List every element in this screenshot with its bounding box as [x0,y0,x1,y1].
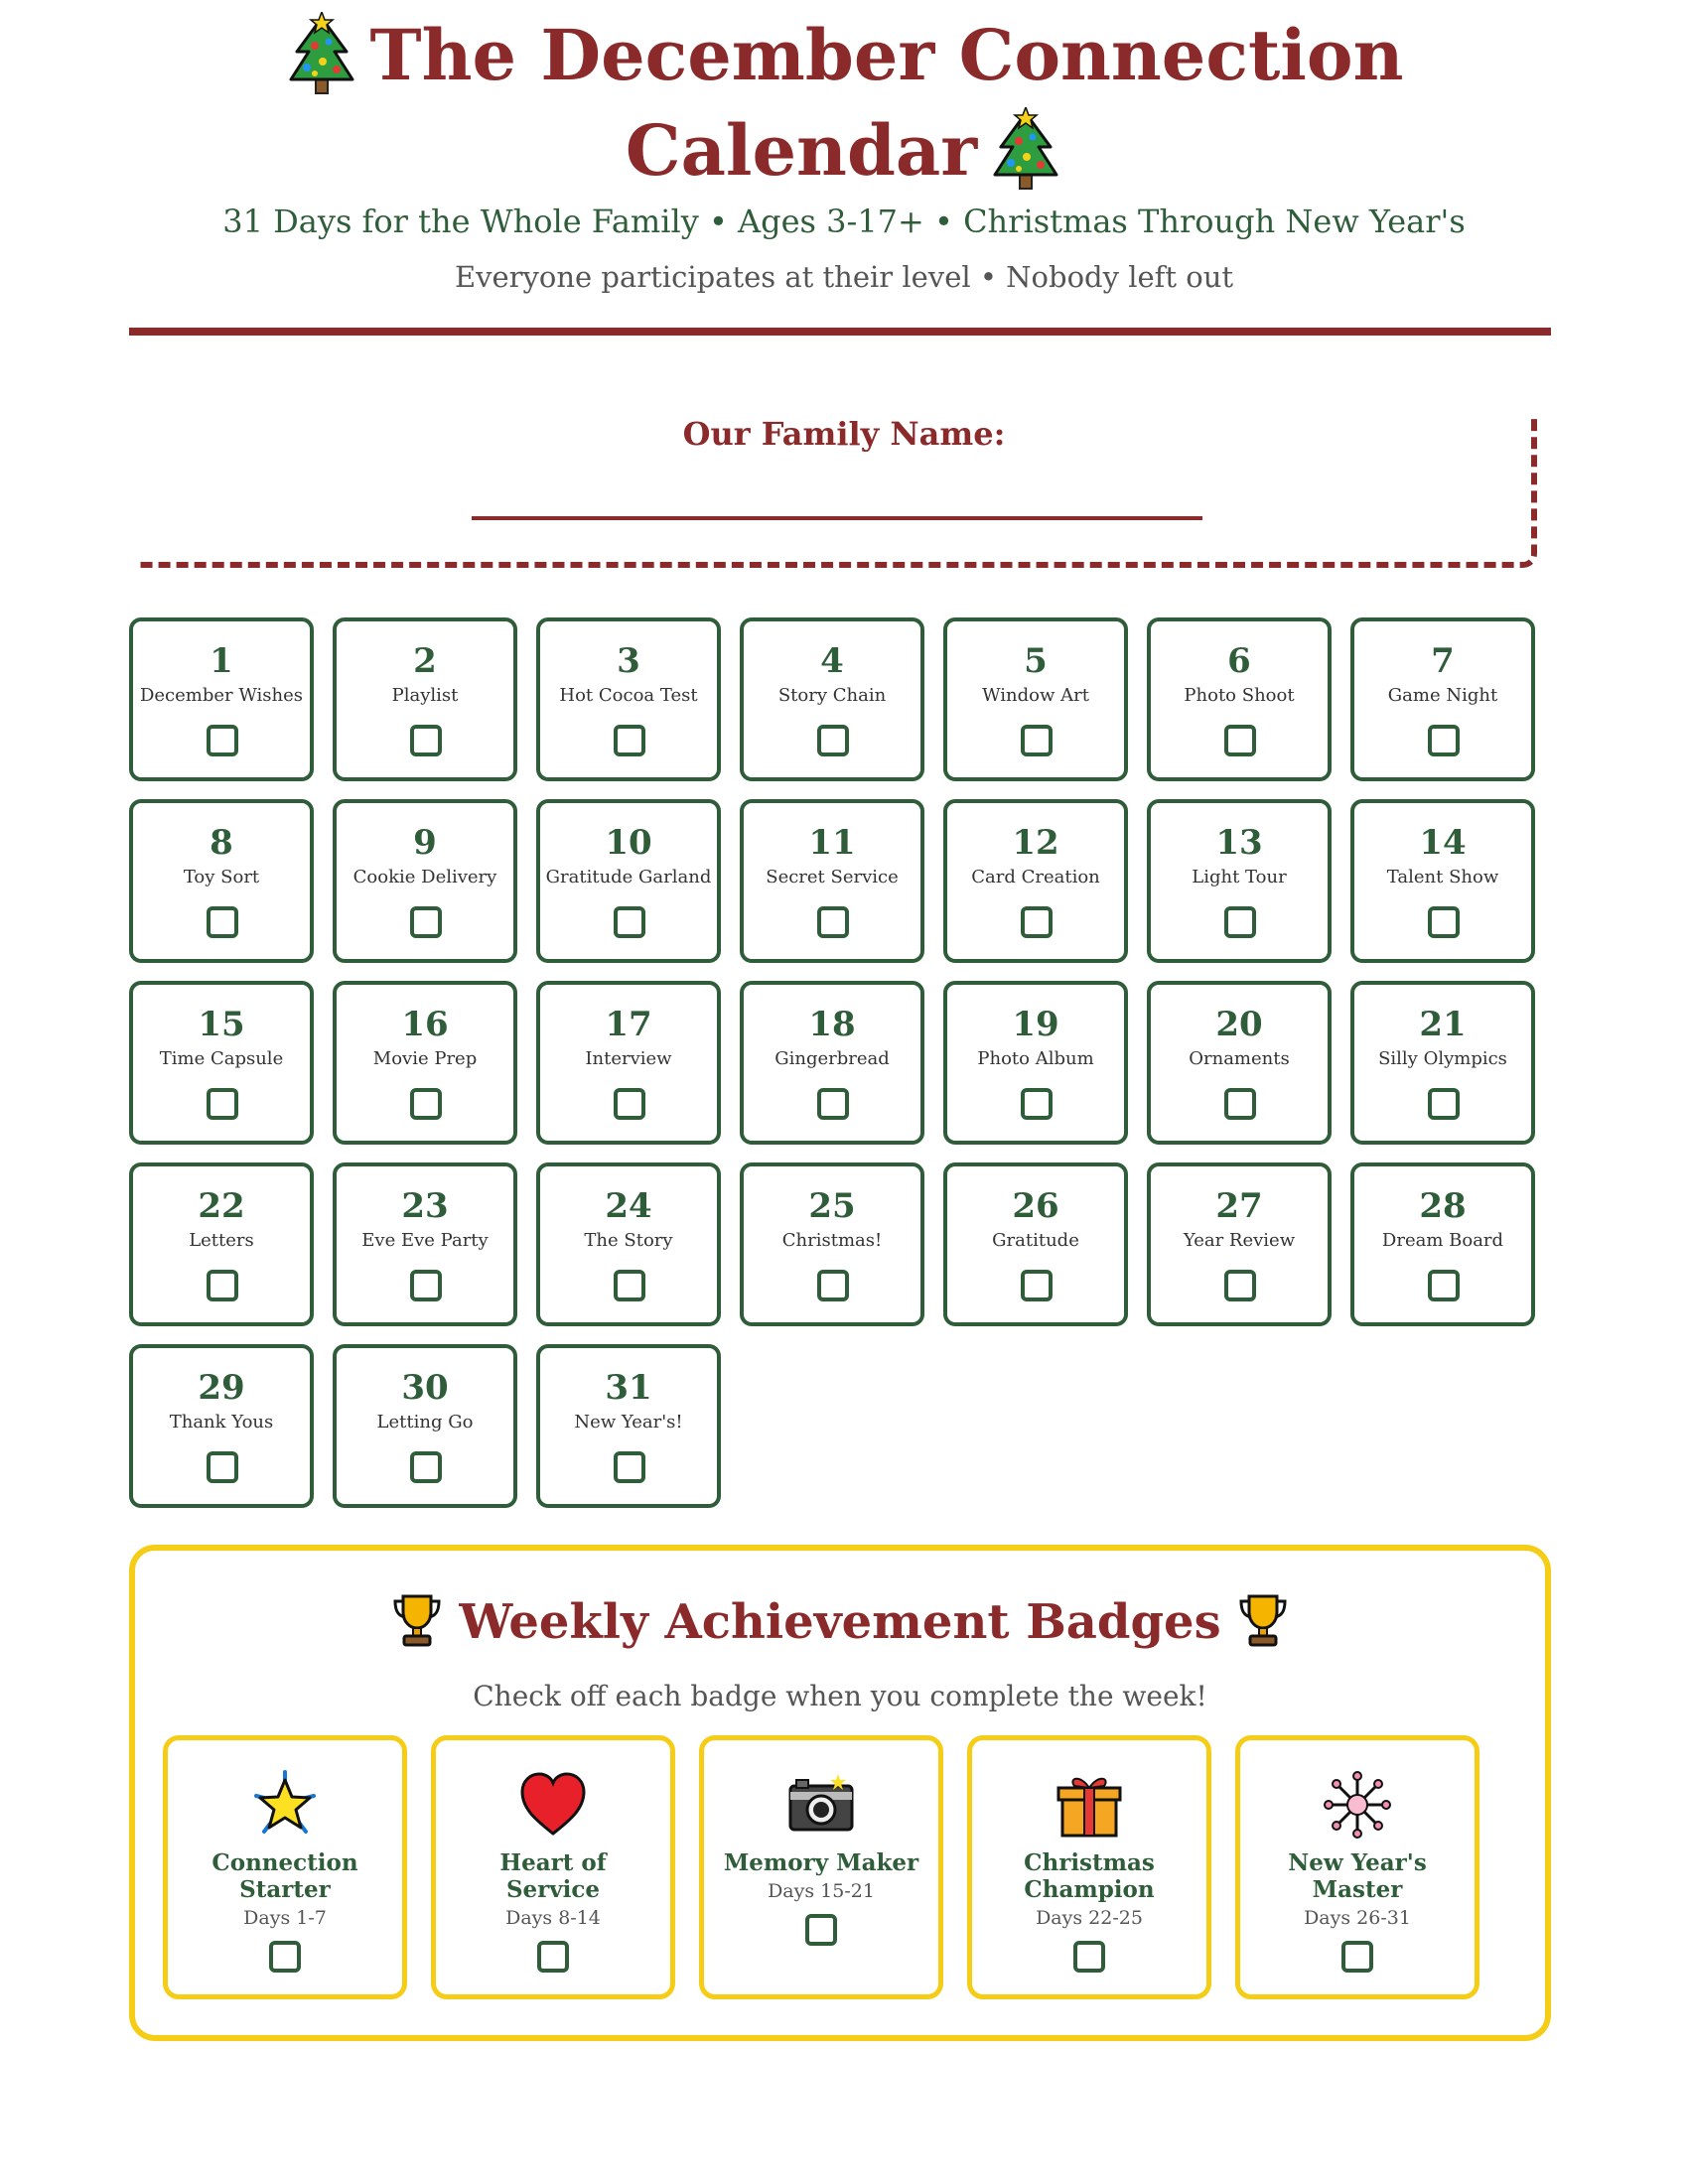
day-checkbox[interactable] [410,906,442,938]
day-cell-19 [943,981,1128,1145]
day-activity-label: Window Art [982,685,1089,706]
day-activity-label: Card Creation [971,867,1100,887]
day-cell-28 [1350,1162,1535,1326]
day-cell-12 [943,799,1128,963]
day-checkbox[interactable] [207,1451,238,1483]
day-checkbox[interactable] [1428,906,1460,938]
day-checkbox[interactable] [1428,1270,1460,1301]
badge-name: Heart of Service [499,1849,607,1903]
title-line-1: The December Connection [369,14,1404,96]
day-cell-27 [1147,1162,1332,1326]
day-number: 25 [808,1186,856,1226]
day-activity-label: Gratitude [992,1230,1079,1251]
day-number: 5 [1024,641,1048,681]
badge-new-years-master [1235,1735,1479,1999]
camera-icon [786,1770,856,1840]
day-cell-14 [1350,799,1535,963]
day-checkbox[interactable] [817,1088,849,1120]
day-number: 22 [198,1186,245,1226]
day-number: 26 [1012,1186,1059,1226]
badge-days: Days 1-7 [243,1907,327,1929]
day-number: 31 [605,1368,652,1408]
snowflake-firework-icon [1323,1770,1392,1840]
day-cell-30 [333,1344,517,1508]
day-checkbox[interactable] [207,1088,238,1120]
day-cell-5 [943,617,1128,781]
day-number: 13 [1215,823,1263,863]
day-checkbox[interactable] [1224,906,1256,938]
day-number: 23 [401,1186,449,1226]
day-cell-1 [129,617,314,781]
calendar-grid [129,617,1549,1508]
day-checkbox[interactable] [410,1088,442,1120]
day-activity-label: New Year's! [574,1412,683,1433]
day-activity-label: Eve Eve Party [361,1230,489,1251]
day-activity-label: Movie Prep [372,1048,478,1069]
badge-name: Memory Maker [723,1849,919,1876]
day-number: 17 [605,1005,652,1044]
day-checkbox[interactable] [410,1451,442,1483]
day-cell-31 [536,1344,721,1508]
day-checkbox[interactable] [614,1088,645,1120]
day-cell-29 [129,1344,314,1508]
day-number: 28 [1419,1186,1467,1226]
trophy-icon [391,1592,443,1648]
day-activity-label: Letting Go [376,1412,474,1433]
heart-icon [518,1770,588,1840]
day-activity-label: Photo Album [977,1048,1094,1069]
day-activity-label: Time Capsule [159,1048,284,1069]
badge-checkbox[interactable] [269,1941,301,1973]
day-activity-label: Hot Cocoa Test [559,685,698,706]
badge-days: Days 15-21 [768,1880,875,1902]
day-activity-label: Interview [585,1048,672,1069]
day-number: 29 [198,1368,245,1408]
day-activity-label: Talent Show [1386,867,1499,887]
badge-connection-starter [163,1735,407,1999]
christmas-tree-icon [285,12,358,95]
day-cell-3 [536,617,721,781]
day-number: 27 [1215,1186,1263,1226]
day-checkbox[interactable] [614,725,645,756]
day-checkbox[interactable] [817,1270,849,1301]
day-number: 16 [401,1005,449,1044]
day-number: 1 [210,641,233,681]
day-checkbox[interactable] [1021,906,1053,938]
day-activity-label: Dream Board [1381,1230,1504,1251]
weekly-badges-panel [129,1545,1551,2041]
day-cell-7 [1350,617,1535,781]
day-activity-label: Ornaments [1189,1048,1290,1069]
day-checkbox[interactable] [1224,725,1256,756]
day-number: 9 [413,823,437,863]
page-title [248,8,1440,199]
day-number: 19 [1012,1005,1059,1044]
day-checkbox[interactable] [614,1451,645,1483]
day-checkbox[interactable] [1428,1088,1460,1120]
day-activity-label: Toy Sort [183,867,260,887]
day-cell-21 [1350,981,1535,1145]
badge-days: Days 26-31 [1304,1907,1411,1929]
day-checkbox[interactable] [207,725,238,756]
day-number: 7 [1431,641,1455,681]
day-activity-label: December Wishes [139,685,304,706]
day-activity-label: Thank Yous [169,1412,274,1433]
gift-icon [1055,1770,1124,1840]
badge-name: New Year's Master [1288,1849,1427,1903]
tagline: Everyone participates at their level • Nobody left out [454,260,1234,294]
day-activity-label: Letters [189,1230,254,1251]
day-activity-label: The Story [584,1230,673,1251]
badge-checkbox[interactable] [1341,1941,1373,1973]
day-activity-label: Gratitude Garland [545,867,712,887]
day-checkbox[interactable] [207,1270,238,1301]
trophy-icon [1237,1592,1289,1648]
day-cell-20 [1147,981,1332,1145]
day-checkbox[interactable] [1224,1270,1256,1301]
day-cell-24 [536,1162,721,1326]
christmas-tree-icon [989,107,1062,191]
day-activity-label: Christmas! [781,1230,883,1251]
day-checkbox[interactable] [817,906,849,938]
day-cell-11 [740,799,924,963]
title-line-2: Calendar [625,109,978,192]
day-checkbox[interactable] [1021,1270,1053,1301]
day-number: 2 [413,641,437,681]
day-number: 14 [1419,823,1467,863]
day-cell-13 [1147,799,1332,963]
day-cell-18 [740,981,924,1145]
family-name-label: Our Family Name: [682,415,1006,453]
badge-days: Days 8-14 [505,1907,601,1929]
day-activity-label: Light Tour [1192,867,1287,887]
day-cell-6 [1147,617,1332,781]
badges-subtitle: Check off each badge when you complete the week! [473,1680,1207,1712]
family-name-field[interactable] [472,516,1202,520]
day-cell-17 [536,981,721,1145]
day-cell-9 [333,799,517,963]
day-checkbox[interactable] [614,906,645,938]
badge-days: Days 22-25 [1036,1907,1143,1929]
subtitle: 31 Days for the Whole Family • Ages 3-17+ • Christmas Through New Year's [222,203,1466,240]
day-activity-label: Secret Service [766,867,899,887]
day-cell-8 [129,799,314,963]
day-number: 18 [808,1005,856,1044]
day-activity-label: Cookie Delivery [352,867,497,887]
day-number: 8 [210,823,233,863]
badge-christmas-champion [967,1735,1211,1999]
day-activity-label: Year Review [1183,1230,1296,1251]
day-cell-25 [740,1162,924,1326]
day-cell-26 [943,1162,1128,1326]
day-checkbox[interactable] [1021,1088,1053,1120]
badge-memory-maker [699,1735,943,1999]
badge-name: Christmas Champion [1024,1849,1155,1903]
day-activity-label: Gingerbread [774,1048,890,1069]
day-cell-22 [129,1162,314,1326]
badge-name: Connection Starter [211,1849,358,1903]
day-activity-label: Game Night [1387,685,1498,706]
day-number: 10 [605,823,652,863]
day-number: 4 [820,641,844,681]
day-cell-15 [129,981,314,1145]
day-number: 3 [617,641,640,681]
day-number: 30 [401,1368,449,1408]
day-checkbox[interactable] [410,725,442,756]
day-checkbox[interactable] [817,725,849,756]
badge-heart-of-service [431,1735,675,1999]
day-checkbox[interactable] [1021,725,1053,756]
day-activity-label: Playlist [391,685,459,706]
day-checkbox[interactable] [614,1270,645,1301]
day-cell-23 [333,1162,517,1326]
day-number: 24 [605,1186,652,1226]
badges-title [135,1592,1545,1654]
day-number: 15 [198,1005,245,1044]
day-checkbox[interactable] [207,906,238,938]
day-cell-4 [740,617,924,781]
header-divider [129,328,1551,336]
day-checkbox[interactable] [410,1270,442,1301]
badge-checkbox[interactable] [537,1941,569,1973]
day-number: 21 [1419,1005,1467,1044]
day-number: 20 [1215,1005,1263,1044]
day-activity-label: Story Chain [777,685,887,706]
badge-checkbox[interactable] [1073,1941,1105,1973]
badges-title-text: Weekly Achievement Badges [459,1594,1221,1650]
day-activity-label: Silly Olympics [1378,1048,1507,1069]
day-checkbox[interactable] [1224,1088,1256,1120]
day-cell-2 [333,617,517,781]
day-checkbox[interactable] [1428,725,1460,756]
star-icon [250,1770,320,1840]
day-number: 12 [1012,823,1059,863]
day-number: 11 [808,823,856,863]
day-activity-label: Photo Shoot [1184,685,1295,706]
day-number: 6 [1227,641,1251,681]
day-cell-16 [333,981,517,1145]
day-cell-10 [536,799,721,963]
badge-checkbox[interactable] [805,1914,837,1946]
